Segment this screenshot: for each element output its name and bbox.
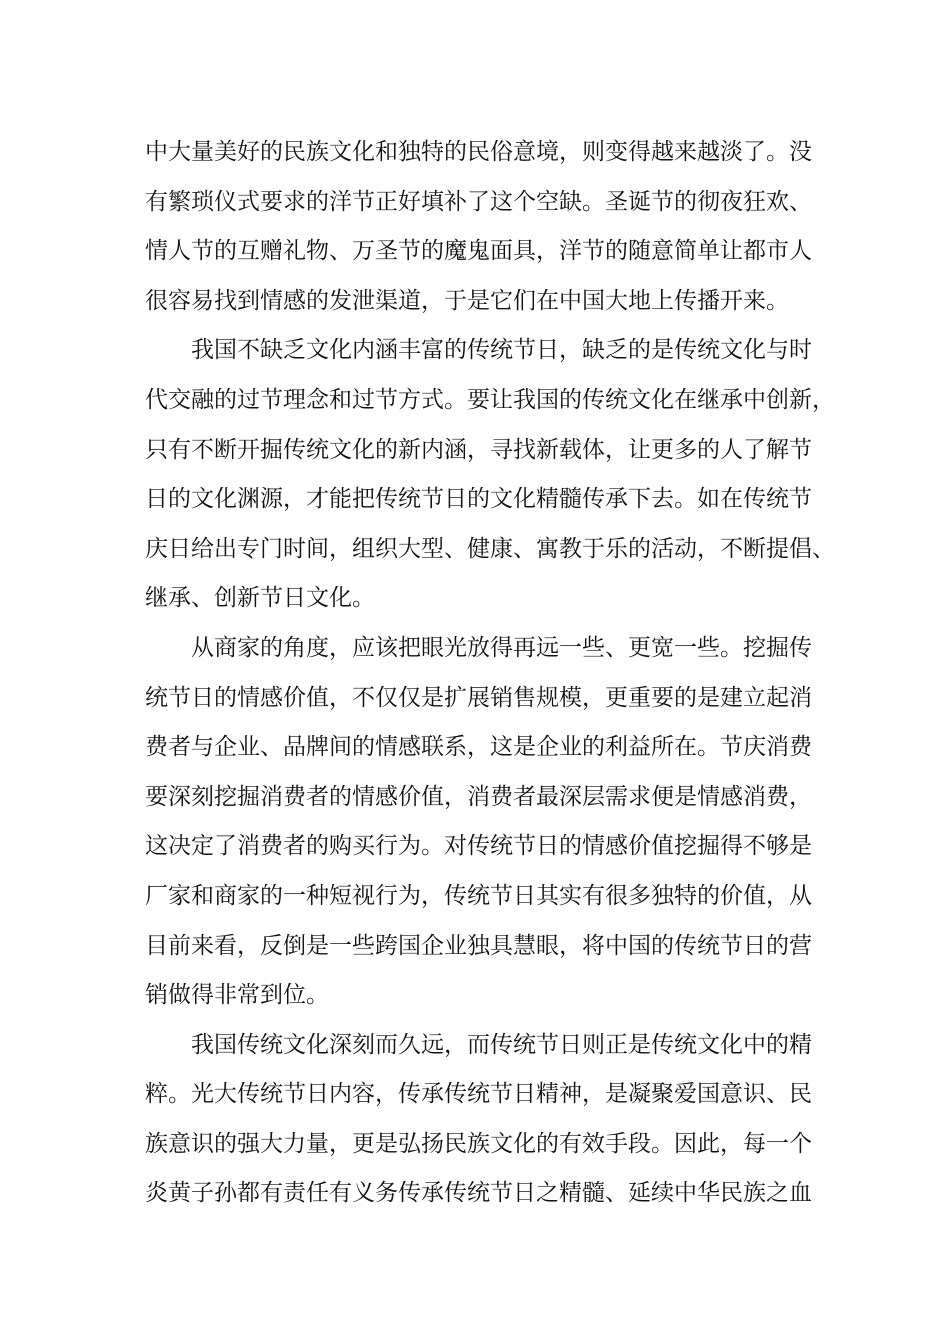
paragraph-2 (145, 326, 835, 624)
text-line: 很容易找到情感的发泄渠道，于是它们在中国大地上传播开来。 (145, 287, 789, 314)
text-line: 中大量美好的民族文化和独特的民俗意境，则变得越来越淡了。没 (145, 139, 812, 165)
text-line: 只有不断开掘传统文化的新内涵，寻找新载体，让更多的人了解节 (145, 436, 812, 463)
text-line: 厂家和商家的一种短视行为，传统节日其实有很多独特的价值，从 (145, 882, 812, 909)
text-line: 代交融的过节理念和过节方式。要让我国的传统文化在继承中创新， (145, 386, 835, 413)
body-text (145, 128, 835, 1219)
paragraph-4 (145, 1021, 825, 1219)
text-line: 粹。光大传统节日内容，传承传统节日精神，是凝聚爱国意识、民 (145, 1081, 812, 1108)
text-line: 从商家的角度，应该把眼光放得再远一些、更宽一些。挖掘传 (191, 634, 812, 661)
text-line: 有繁琐仪式要求的洋节正好填补了这个空缺。圣诞节的彻夜狂欢、 (145, 188, 812, 215)
text-line: 族意识的强大力量，更是弘扬民族文化的有效手段。因此，每一个 (145, 1130, 812, 1157)
text-line: 继承、创新节日文化。 (145, 585, 375, 612)
text-line: 目前来看，反倒是一些跨国企业独具慧眼，将中国的传统节日的营 (145, 932, 812, 959)
text-line: 情人节的互赠礼物、万圣节的魔鬼面具，洋节的随意简单让都市人 (145, 238, 812, 265)
text-line: 我国传统文化深刻而久远，而传统节日则正是传统文化中的精 (191, 1031, 812, 1058)
text-line: 我国不缺乏文化内涵丰富的传统节日，缺乏的是传统文化与时 (191, 337, 812, 364)
paragraph-3 (145, 624, 825, 1021)
text-line: 这决定了消费者的购买行为。对传统节日的情感价值挖掘得不够是 (145, 833, 812, 860)
text-line: 费者与企业、品牌间的情感联系，这是企业的利益所在。节庆消费 (145, 734, 812, 761)
text-line: 销做得非常到位。 (145, 982, 329, 1009)
text-line: 要深刻挖掘消费者的情感价值，消费者最深层需求便是情感消费， (145, 783, 812, 810)
text-line: 庆日给出专门时间，组织大型、健康、寓教于乐的活动，不断提倡、 (145, 535, 835, 562)
text-line: 统节日的情感价值，不仅仅是扩展销售规模，更重要的是建立起消 (145, 684, 812, 711)
text-line: 日的文化渊源，才能把传统节日的文化精髓传承下去。如在传统节 (145, 486, 812, 513)
text-line: 炎黄子孙都有责任有义务传承传统节日之精髓、延续中华民族之血 (145, 1180, 812, 1207)
paragraph-1 (145, 128, 825, 326)
